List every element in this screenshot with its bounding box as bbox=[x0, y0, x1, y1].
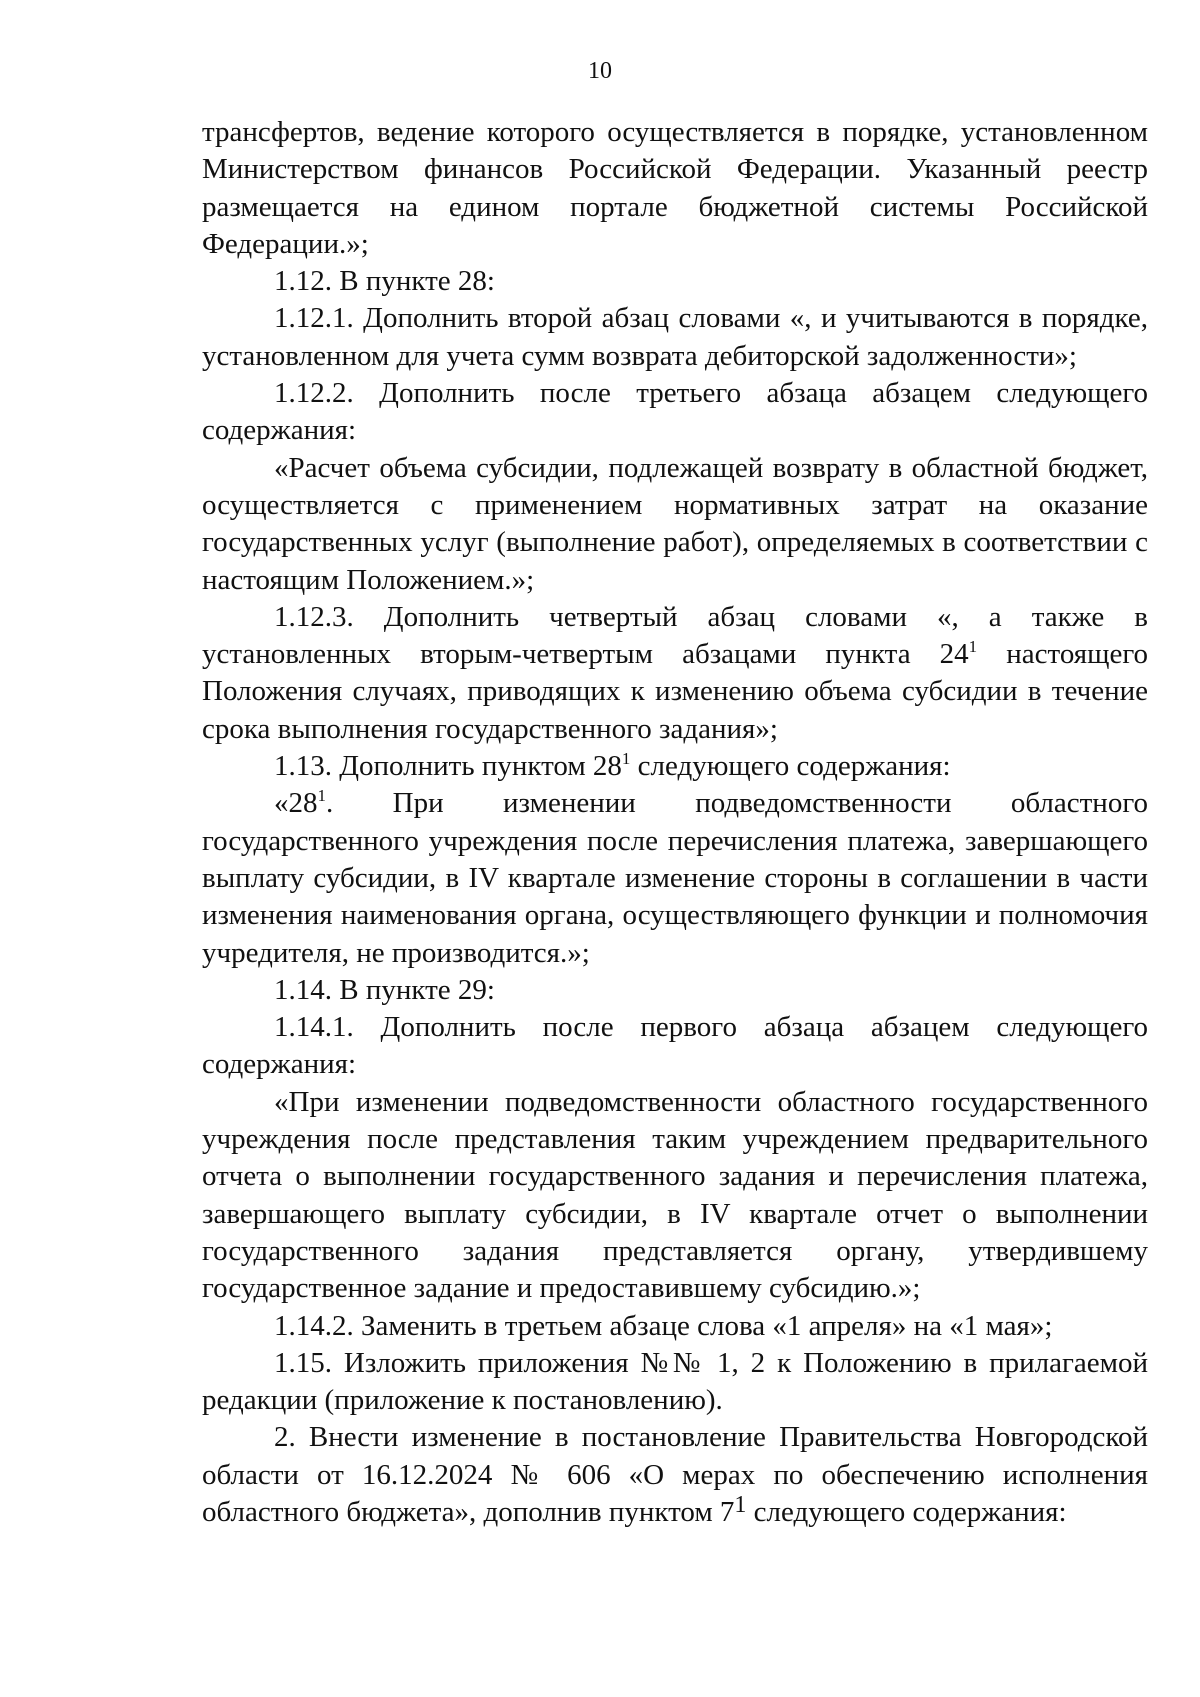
paragraph-2-text-a: 2. Внести изменение в постановление Правительства Новгородской области от 16.12.2024 № 606 «О мерах по обеспечению исполнения областного бюджета», дополнив пунктом 7 bbox=[202, 1421, 1148, 1528]
paragraph-1-12-1: 1.12.1. Дополнить второй абзац словами «, и учитываются в порядке, установленном для учета сумм возврата дебиторской задолженности»; bbox=[202, 302, 1148, 372]
paragraph-28-1-text-b: . При изменении подведомственности областного государственного учреждения после перечисления платежа, завершающего выплату субсидии, в IV квартале изменение стороны в соглашении в части изменения наименования органа, осуществляющего функции и полномочия учредителя, не производится.»; bbox=[202, 787, 1148, 969]
page-number: 10 bbox=[588, 58, 612, 84]
paragraph-1-12-3-text-a: 1.12.3. Дополнить четвертый абзац словами «, а также в установленных вторым-четвертым абзацами пункта 24 bbox=[202, 600, 1148, 671]
paragraph-transfers-registry: трансфертов, ведение которого осуществляется в порядке, установленном Министерством финансов Российской Федерации. Указанный реестр размещается на едином портале бюджетной системы Российской Федерации.»; bbox=[202, 116, 1148, 260]
superscript-1: 1 bbox=[317, 786, 326, 806]
paragraph-1-14: 1.14. В пункте 29: bbox=[274, 973, 495, 1006]
paragraph-2-text-b: следующего содержания: bbox=[746, 1495, 1067, 1528]
paragraph-1-12: 1.12. В пункте 28: bbox=[274, 265, 495, 298]
superscript-1: 1 bbox=[621, 749, 631, 769]
paragraph-28-1 bbox=[202, 785, 1148, 971]
paragraph-1-15: 1.15. Изложить приложения №№ 1, 2 к Положению в прилагаемой редакции (приложение к постановлению). bbox=[202, 1346, 1148, 1417]
paragraph-1-12-3-text-b: настоящего Положения случаях, приводящих к изменению объема субсидии в течение срока выполнения государственного задания»; bbox=[202, 638, 1148, 745]
paragraph-28-1-text-a: «28 bbox=[274, 787, 318, 820]
paragraph-1-14-2: 1.14.2. Заменить в третьем абзаце слова «1 апреля» на «1 мая»; bbox=[274, 1309, 1053, 1342]
superscript-1: 1 bbox=[968, 637, 978, 657]
paragraph-2 bbox=[202, 1419, 1148, 1531]
paragraph-1-13 bbox=[202, 748, 1148, 785]
paragraph-1-13-text-a: 1.13. Дополнить пунктом 28 bbox=[274, 750, 622, 783]
document-body bbox=[202, 114, 1148, 1531]
paragraph-1-12-3 bbox=[202, 599, 1148, 748]
paragraph-subordination-change: «При изменении подведомственности областного государственного учреждения после представления таким учреждением предварительного отчета о выполнении государственного задания и перечисления платежа, завершающего выплату субсидии, в IV квартале отчет о выполнении государственного задания представляется органу, утвердившему государственное задание и предоставившему субсидию.»; bbox=[202, 1085, 1148, 1305]
superscript-1: 1 bbox=[734, 1491, 747, 1518]
paragraph-subsidy-calculation: «Расчет объема субсидии, подлежащей возврату в областной бюджет, осуществляется с применением нормативных затрат на оказание государственных услуг (выполнение работ), определяемых в соответствии с настоящим Положением.»; bbox=[202, 451, 1148, 596]
paragraph-1-13-text-b: следующего содержания: bbox=[630, 750, 951, 783]
paragraph-1-12-2: 1.12.2. Дополнить после третьего абзаца абзацем следующего содержания: bbox=[202, 377, 1148, 447]
paragraph-1-14-1: 1.14.1. Дополнить после первого абзаца абзацем следующего содержания: bbox=[202, 1011, 1148, 1081]
